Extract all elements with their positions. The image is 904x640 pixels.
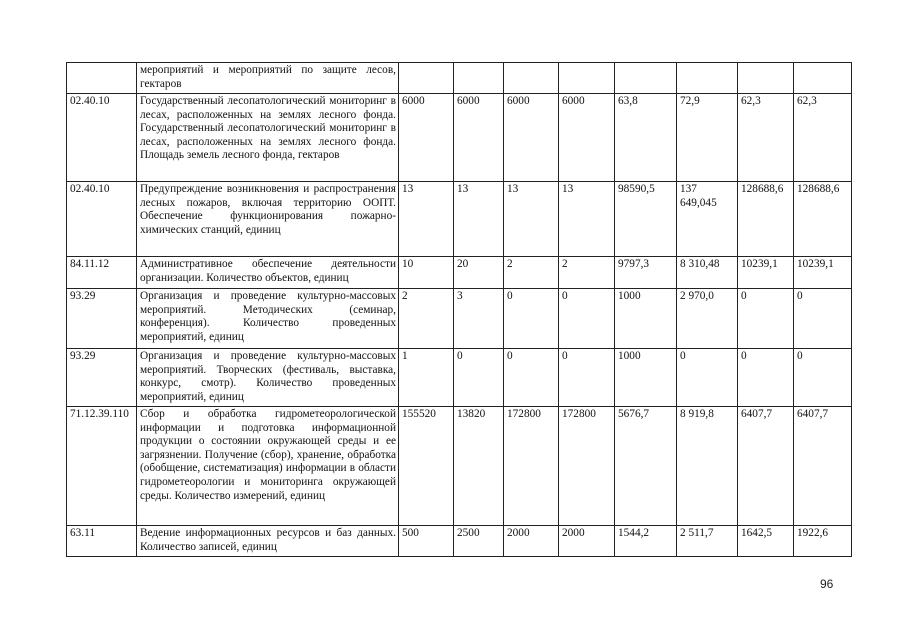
value-cell: 0	[677, 349, 738, 407]
value-cell: 3	[454, 289, 504, 349]
value-cell: 6407,7	[738, 407, 794, 526]
table-row	[67, 289, 852, 349]
value-cell: 8 310,48	[677, 257, 738, 289]
value-cell: 1000	[615, 349, 677, 407]
table-row	[67, 349, 852, 407]
value-cell: 1000	[615, 289, 677, 349]
description-cell: Ведение информационных ресурсов и баз данных. Количество записей, единиц	[137, 526, 399, 557]
value-cell	[738, 63, 794, 94]
table-row	[67, 63, 852, 94]
code-cell: 84.11.12	[67, 257, 137, 289]
page-number: 96	[820, 577, 834, 591]
value-cell: 6000	[399, 94, 454, 182]
value-cell: 0	[738, 349, 794, 407]
code-cell: 02.40.10	[67, 94, 137, 182]
description-cell: Государственный лесопатологический мониторинг в лесах, расположенных на землях лесного фонда. Государственный лесопатологический мониторинг в лесах, расположенных на землях лесного фонда. Площадь земель лесного фонда, гектаров	[137, 94, 399, 182]
description-cell: Административное обеспечение деятельности организации. Количество объектов, единиц	[137, 257, 399, 289]
value-cell: 2500	[454, 526, 504, 557]
value-cell: 13	[504, 182, 559, 257]
table-row	[67, 94, 852, 182]
value-cell: 1544,2	[615, 526, 677, 557]
value-cell: 5676,7	[615, 407, 677, 526]
value-cell: 9797,3	[615, 257, 677, 289]
table-row	[67, 257, 852, 289]
value-cell	[399, 63, 454, 94]
value-cell	[794, 63, 852, 94]
value-cell: 13	[454, 182, 504, 257]
table-row	[67, 526, 852, 557]
value-cell: 2	[504, 257, 559, 289]
code-cell: 71.12.39.110	[67, 407, 137, 526]
value-cell: 2	[559, 257, 615, 289]
description-cell: мероприятий и мероприятий по защите лесов, гектаров	[137, 63, 399, 94]
value-cell: 172800	[559, 407, 615, 526]
value-cell	[615, 63, 677, 94]
value-cell: 0	[504, 289, 559, 349]
value-cell: 155520	[399, 407, 454, 526]
value-cell: 128688,6	[794, 182, 852, 257]
value-cell: 10	[399, 257, 454, 289]
value-cell: 8 919,8	[677, 407, 738, 526]
value-cell: 63,8	[615, 94, 677, 182]
value-cell: 0	[559, 349, 615, 407]
value-cell	[559, 63, 615, 94]
value-cell: 1	[399, 349, 454, 407]
table-row	[67, 407, 852, 526]
value-cell: 137 649,045	[677, 182, 738, 257]
value-cell: 6000	[559, 94, 615, 182]
value-cell	[677, 63, 738, 94]
value-cell: 1642,5	[738, 526, 794, 557]
value-cell: 72,9	[677, 94, 738, 182]
table-row	[67, 182, 852, 257]
value-cell	[454, 63, 504, 94]
value-cell: 6000	[504, 94, 559, 182]
code-cell: 93.29	[67, 289, 137, 349]
description-cell: Организация и проведение культурно-массовых мероприятий. Творческих (фестиваль, выставка, конкурс, смотр). Количество проведенных мероприятий, единиц	[137, 349, 399, 407]
value-cell: 10239,1	[794, 257, 852, 289]
data-table	[66, 62, 852, 557]
value-cell: 0	[738, 289, 794, 349]
description-cell: Организация и проведение культурно-массовых мероприятий. Методических (семинар, конференция). Количество проведенных мероприятий, единиц	[137, 289, 399, 349]
value-cell: 172800	[504, 407, 559, 526]
value-cell: 62,3	[794, 94, 852, 182]
value-cell: 2000	[504, 526, 559, 557]
value-cell	[504, 63, 559, 94]
value-cell: 2000	[559, 526, 615, 557]
value-cell: 2	[399, 289, 454, 349]
table-body	[67, 63, 852, 557]
description-cell: Сбор и обработка гидрометеорологической информации и подготовка информационной продукции о состоянии окружающей среды и ее загрязнении. Получение (сбор), хранение, обработка (обобщение, систематизация) информации в области гидрометеорологии и мониторинга окружающей среды. Количество измерений, единиц	[137, 407, 399, 526]
value-cell: 500	[399, 526, 454, 557]
value-cell: 13	[559, 182, 615, 257]
value-cell: 13	[399, 182, 454, 257]
value-cell: 1922,6	[794, 526, 852, 557]
value-cell: 62,3	[738, 94, 794, 182]
code-cell: 63.11	[67, 526, 137, 557]
value-cell: 98590,5	[615, 182, 677, 257]
description-cell: Предупреждение возникновения и распространения лесных пожаров, включая территорию ООПТ. Обеспечение функционирования пожарно-химических станций, единиц	[137, 182, 399, 257]
value-cell: 0	[794, 349, 852, 407]
value-cell: 2 970,0	[677, 289, 738, 349]
value-cell: 0	[504, 349, 559, 407]
value-cell: 0	[794, 289, 852, 349]
value-cell: 128688,6	[738, 182, 794, 257]
value-cell: 2 511,7	[677, 526, 738, 557]
value-cell: 20	[454, 257, 504, 289]
code-cell: 93.29	[67, 349, 137, 407]
value-cell: 10239,1	[738, 257, 794, 289]
value-cell: 0	[559, 289, 615, 349]
code-cell	[67, 63, 137, 94]
value-cell: 13820	[454, 407, 504, 526]
value-cell: 6407,7	[794, 407, 852, 526]
value-cell: 6000	[454, 94, 504, 182]
value-cell: 0	[454, 349, 504, 407]
code-cell: 02.40.10	[67, 182, 137, 257]
